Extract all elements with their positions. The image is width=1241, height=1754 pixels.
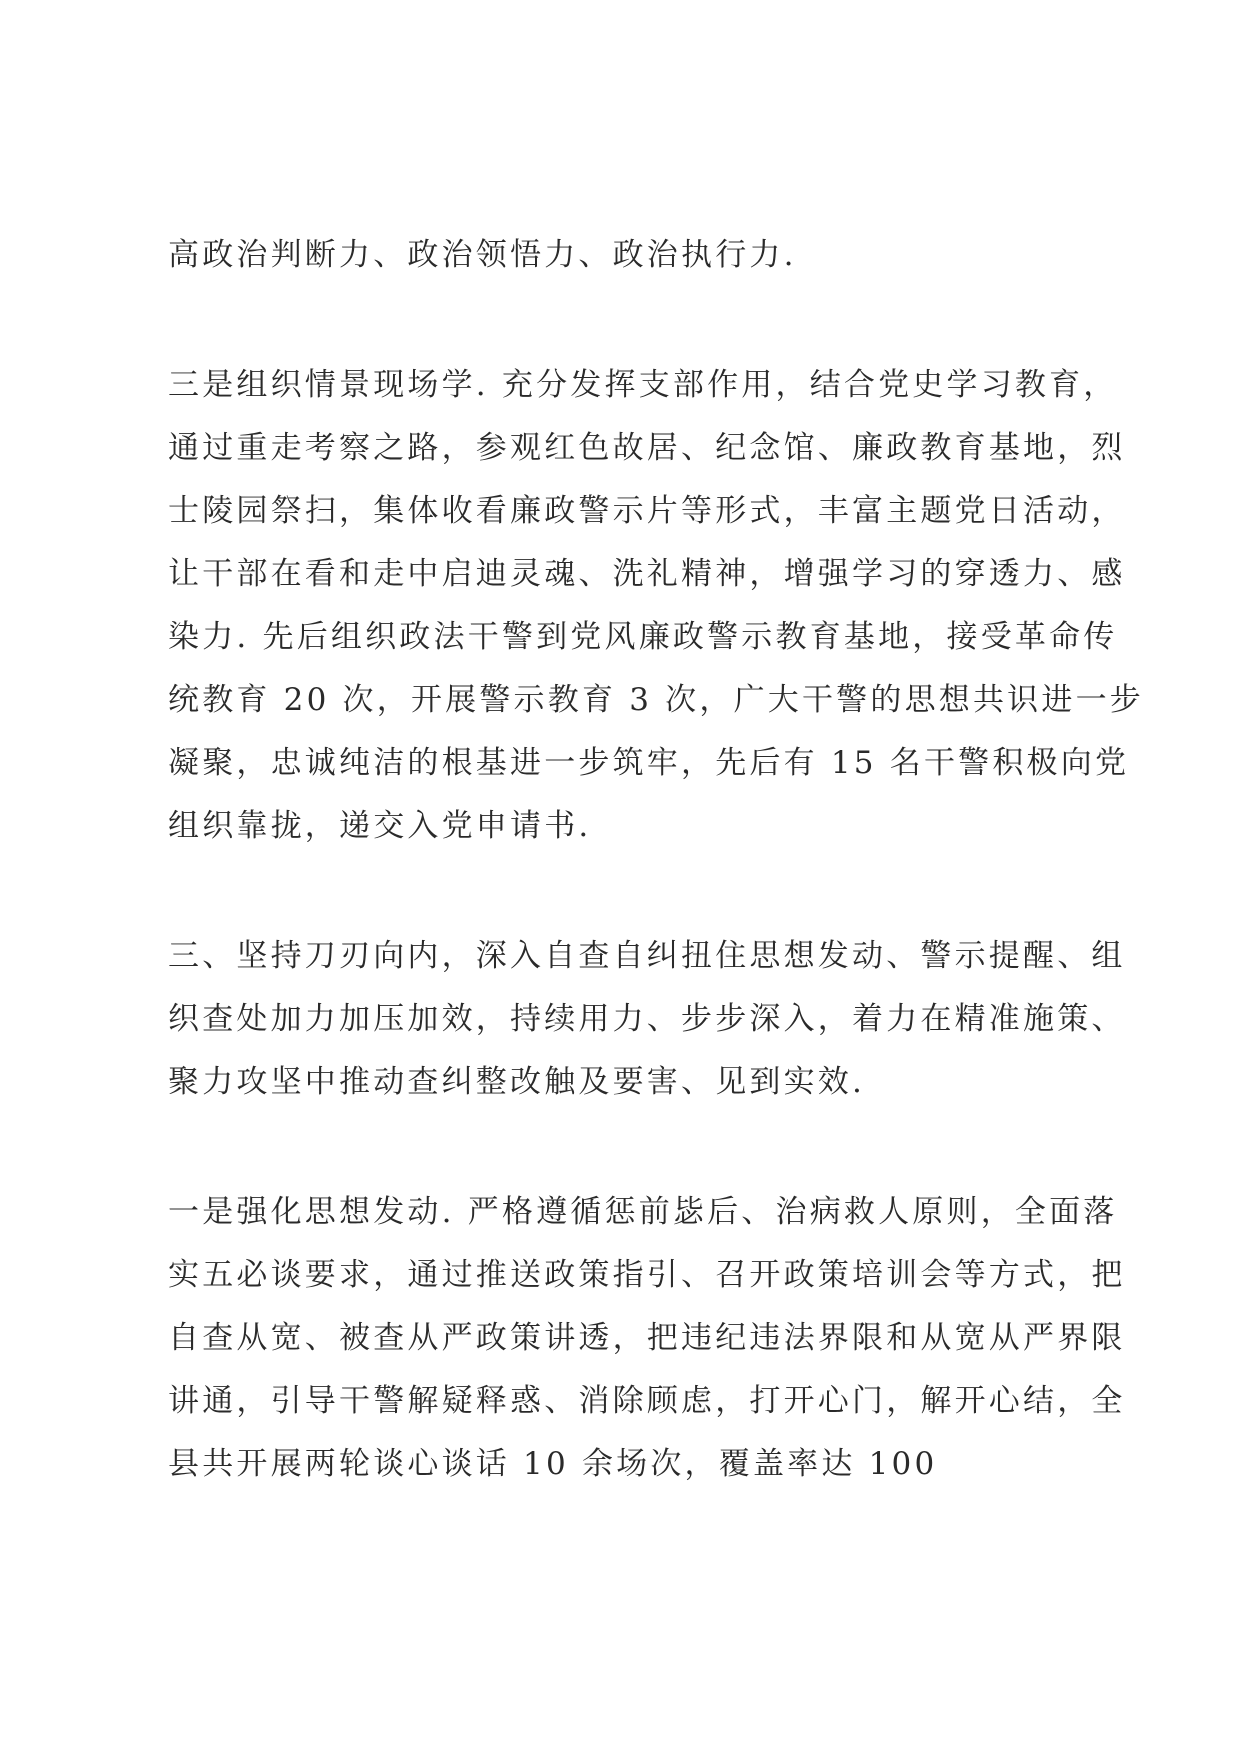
paragraph-4-line-3: 自查从宽、被查从严政策讲透，把违纪违法界限和从宽从严界限 — [168, 1320, 1126, 1356]
paragraph-3-line-2: 织查处加力加压加效，持续用力、步步深入，着力在精准施策、 — [168, 1001, 1126, 1037]
paragraph-2-line-6: 统教育 20 次，开展警示教育 3 次，广大干警的思想共识进一步 — [168, 682, 1144, 718]
paragraph-3-line-1: 三、坚持刀刃向内，深入自查自纠扭住思想发动、警示提醒、组 — [168, 938, 1126, 974]
paragraph-2-line-8: 组织靠拢，递交入党申请书. — [168, 808, 592, 844]
paragraph-2-line-2: 通过重走考察之路，参观红色故居、纪念馆、廉政教育基地，烈 — [168, 430, 1126, 466]
paragraph-4-line-2: 实五必谈要求，通过推送政策指引、召开政策培训会等方式，把 — [168, 1257, 1126, 1293]
paragraph-2-line-5: 染力. 先后组织政法干警到党风廉政警示教育基地，接受革命传 — [168, 619, 1118, 655]
paragraph-2-line-3: 士陵园祭扫，集体收看廉政警示片等形式，丰富主题党日活动， — [168, 493, 1126, 529]
paragraph-4-line-5: 县共开展两轮谈心谈话 10 余场次，覆盖率达 100 — [168, 1446, 938, 1482]
paragraph-4-line-4: 讲通，引导干警解疑释惑、消除顾虑，打开心门，解开心结，全 — [168, 1383, 1126, 1419]
paragraph-3-line-3: 聚力攻坚中推动查纠整改触及要害、见到实效. — [168, 1064, 866, 1100]
paragraph-2-line-4: 让干部在看和走中启迪灵魂、洗礼精神，增强学习的穿透力、感 — [168, 556, 1126, 592]
paragraph-1-line-1: 高政治判断力、政治领悟力、政治执行力. — [168, 237, 797, 273]
paragraph-2-line-1: 三是组织情景现场学. 充分发挥支部作用，结合党史学习教育， — [168, 367, 1118, 403]
paragraph-2-line-7: 凝聚，忠诚纯洁的根基进一步筑牢，先后有 15 名干警积极向党 — [168, 745, 1130, 781]
paragraph-4-line-1: 一是强化思想发动. 严格遵循惩前毖后、治病救人原则，全面落 — [168, 1194, 1118, 1230]
